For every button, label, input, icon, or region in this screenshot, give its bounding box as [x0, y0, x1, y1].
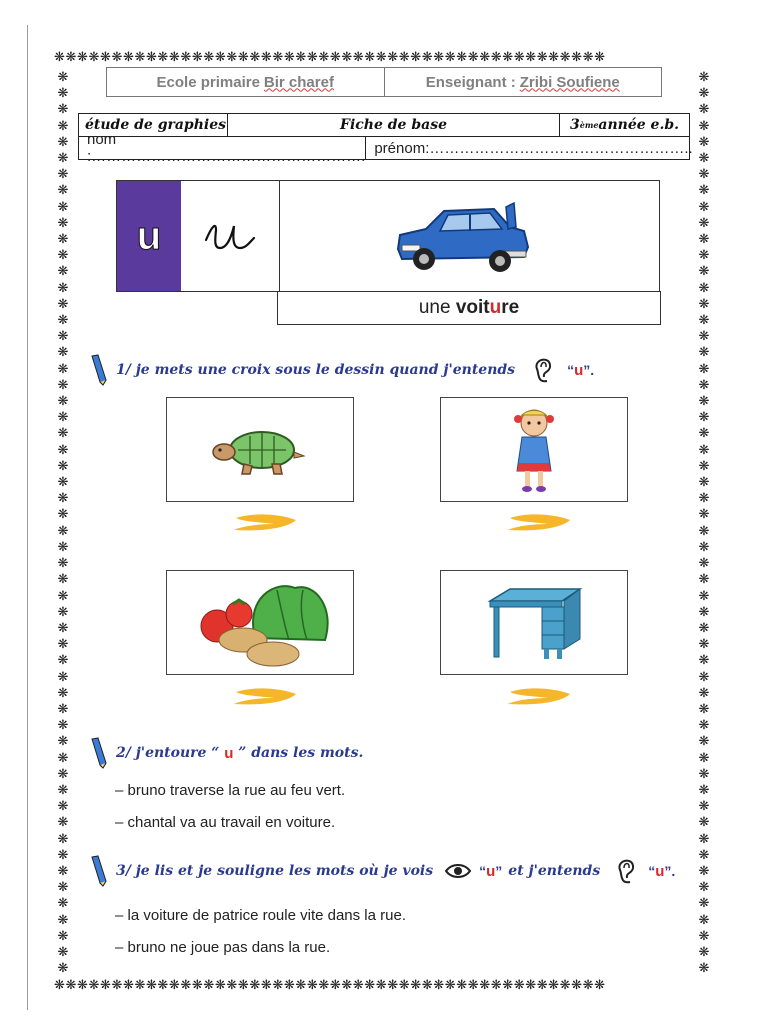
name-field[interactable]: nom :……………………………………………….: [79, 137, 366, 159]
answer-mark-vegetables[interactable]: [230, 684, 300, 710]
page-margin-line: [27, 25, 28, 1010]
exercise2-line-2[interactable]: – chantal va au travail en voiture.: [115, 814, 336, 831]
exercise2-text-before: 2/ j'entoure “: [116, 745, 225, 761]
word-highlight: u: [489, 297, 502, 318]
teacher-label: Enseignant :: [425, 73, 516, 91]
exercise2-text-after: ” dans les mots.: [233, 745, 364, 761]
border-right: ❋❋❋❋❋❋❋❋❋❋❋❋❋❋❋❋❋❋❋❋❋❋❋❋❋❋❋❋❋❋❋❋❋❋❋❋❋❋❋❋❋❋❋❋❋❋❋❋❋❋❋❋❋❋❋❋: [698, 70, 710, 977]
exercise1-instruction: [88, 354, 594, 386]
desk-icon: [484, 583, 584, 663]
answer-mark-desk[interactable]: [504, 684, 574, 710]
pencil-icon: [88, 354, 110, 386]
header-box: [106, 67, 662, 97]
firstname-field[interactable]: prénom:……………………………………………..: [374, 139, 693, 157]
exercise3-instruction: [88, 855, 675, 887]
border-top: ❋❋❋❋❋❋❋❋❋❋❋❋❋❋❋❋❋❋❋❋❋❋❋❋❋❋❋❋❋❋❋❋❋❋❋❋❋❋❋❋❋❋❋❋❋❋❋❋: [54, 50, 606, 65]
exercise3-line-1[interactable]: – la voiture de patrice roule vite dans la rue.: [115, 907, 406, 924]
border-bottom: ❋❋❋❋❋❋❋❋❋❋❋❋❋❋❋❋❋❋❋❋❋❋❋❋❋❋❋❋❋❋❋❋❋❋❋❋❋❋❋❋❋❋❋❋❋❋❋❋: [54, 978, 606, 993]
car-icon: [386, 201, 536, 277]
picture-vegetables[interactable]: [166, 570, 354, 675]
school-name: Bir charef: [263, 73, 334, 91]
vegetables-icon: [185, 578, 335, 668]
subject-table: [78, 113, 693, 165]
teacher-name: Zribi Soufiene: [519, 73, 620, 91]
exercise3-quote1-close: ”: [495, 863, 503, 879]
exercise1-quote-open: “: [567, 362, 575, 378]
word-part-1: voit: [455, 297, 490, 318]
ear-icon: [616, 856, 636, 886]
exercise3-letter-1: u: [486, 862, 496, 880]
exercise3-letter-2: u: [655, 862, 665, 880]
grade-label: [560, 114, 689, 136]
pencil-icon: [88, 855, 110, 887]
exercise2-instruction: [88, 737, 363, 769]
print-letter-box: [117, 181, 181, 291]
pencil-icon: [88, 737, 110, 769]
answer-mark-doll[interactable]: [504, 510, 574, 536]
print-letter: u: [136, 213, 162, 258]
picture-turtle[interactable]: [166, 397, 354, 502]
subject-label: étude de graphies: [79, 114, 228, 136]
eye-icon: [445, 863, 471, 879]
word-part-2: re: [501, 297, 520, 318]
exercise2-line-1[interactable]: – bruno traverse la rue au feu vert.: [115, 782, 346, 799]
letter-card: [116, 180, 280, 292]
word-article: une: [418, 297, 456, 318]
sheet-label: Fiche de base: [228, 114, 560, 136]
grade-text: année e.b.: [598, 117, 679, 133]
school-cell: [107, 68, 384, 96]
exercise2-letter: u: [224, 744, 234, 762]
doll-icon: [509, 405, 559, 495]
teacher-cell: [384, 68, 662, 96]
exercise3-quote2-close: ”.: [664, 863, 676, 879]
exercise3-middle-text: et j'entends: [508, 863, 601, 879]
cursive-letter: [181, 181, 279, 291]
school-label: Ecole primaire: [156, 73, 260, 91]
picture-desk[interactable]: [440, 570, 628, 675]
exercise3-quote1-open: “: [479, 863, 487, 879]
grade-suffix: ème: [579, 120, 599, 130]
exercise1-letter: u: [574, 361, 584, 379]
ear-icon: [533, 355, 553, 385]
turtle-icon: [210, 420, 310, 480]
picture-doll[interactable]: [440, 397, 628, 502]
exercise1-quote-close: ”.: [583, 362, 595, 378]
exercise1-text: 1/ je mets une croix sous le dessin quand j'entends: [116, 362, 516, 378]
word-card: [277, 291, 661, 325]
exercise3-text: 3/ je lis et je souligne les mots où je vois: [116, 863, 434, 879]
exercise3-line-2[interactable]: – bruno ne joue pas dans la rue.: [115, 939, 331, 956]
grade-number: 3: [570, 117, 580, 133]
answer-mark-turtle[interactable]: [230, 510, 300, 536]
border-left: ❋❋❋❋❋❋❋❋❋❋❋❋❋❋❋❋❋❋❋❋❋❋❋❋❋❋❋❋❋❋❋❋❋❋❋❋❋❋❋❋❋❋❋❋❋❋❋❋❋❋❋❋❋❋❋❋: [57, 70, 69, 977]
car-image-box: [278, 180, 660, 292]
exercise3-quote2-open: “: [648, 863, 656, 879]
